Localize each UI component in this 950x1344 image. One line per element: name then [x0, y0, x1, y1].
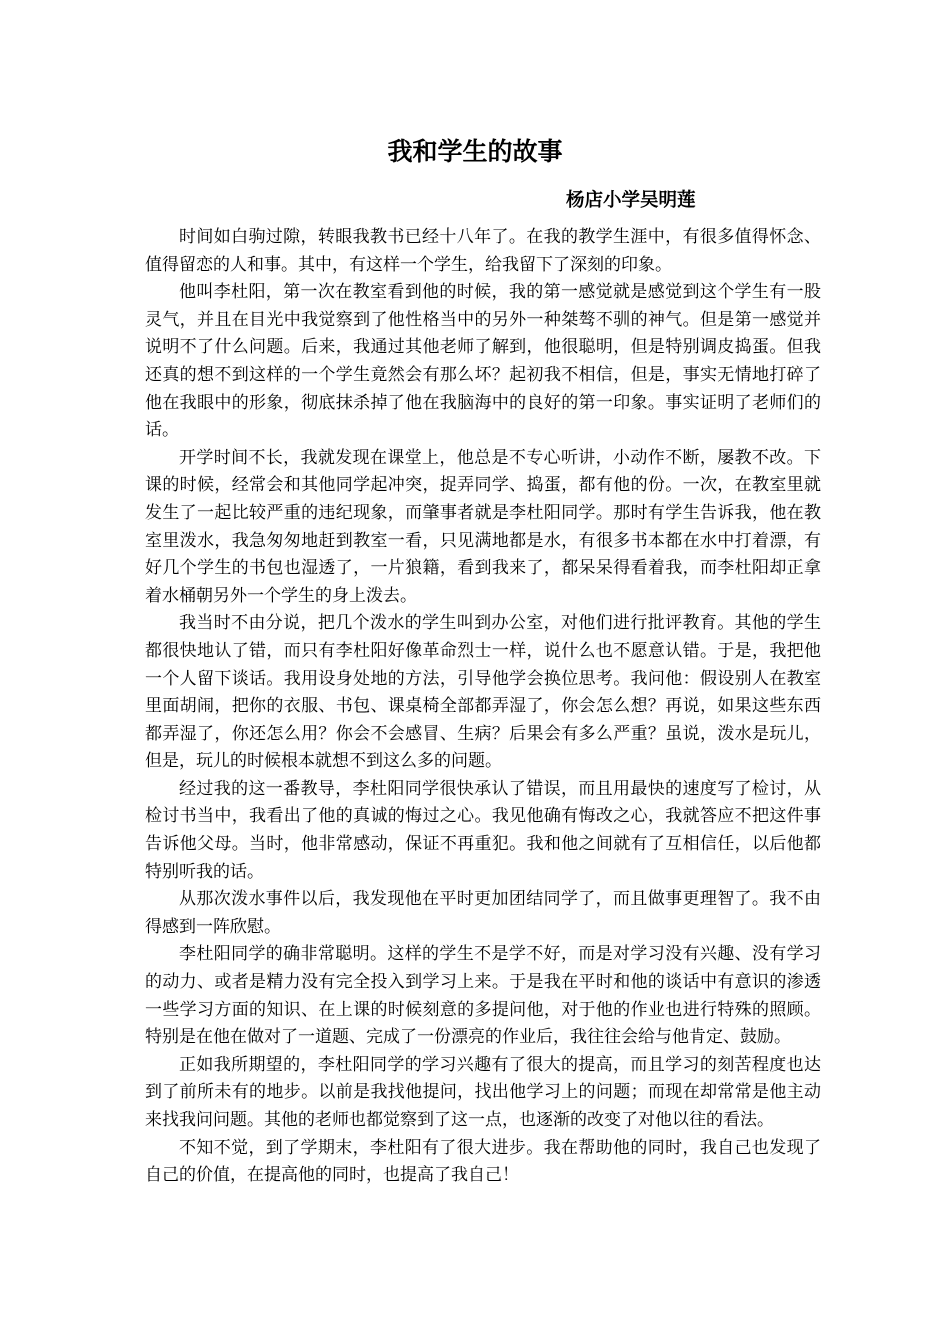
- paragraph: 经过我的这一番教导，李杜阳同学很快承认了错误，而且用最快的速度写了检讨，从检讨书当中，我看出了他的真诚的悔过之心。我见他确有悔改之心，我就答应不把这件事告诉他父母。当时，他非常感动，保证不再重犯。我和他之间就有了互相信任，以后他都特别听我的话。: [145, 778, 821, 882]
- author-line: 杨店小学吴明莲: [566, 190, 696, 211]
- paragraph: 他叫李杜阳，第一次在教室看到他的时候，我的第一感觉就是感觉到这个学生有一股灵气，并且在目光中我觉察到了他性格当中的另外一种桀骜不驯的神气。但是第一感觉并说明不了什么问题。后来，我通过其他老师了解到，他很聪明，但是特别调皮捣蛋。但我还真的想不到这样的一个学生竟然会有那么坏？起初我不相信，但是，事实无情地打碎了他在我眼中的形象，彻底抹杀掉了他在我脑海中的良好的第一印象。事实证明了老师们的话。: [145, 282, 821, 441]
- paragraph: 正如我所期望的，李杜阳同学的学习兴趣有了很大的提高，而且学习的刻苦程度也达到了前所未有的地步。以前是我找他提问，找出他学习上的问题；而现在却常常是他主动来找我问问题。其他的老师也都觉察到了这一点，也逐渐的改变了对他以往的看法。: [145, 1054, 821, 1130]
- paragraph: 开学时间不长，我就发现在课堂上，他总是不专心听讲，小动作不断，屡教不改。下课的时候，经常会和其他同学起冲突，捉弄同学、捣蛋，都有他的份。一次，在教室里就发生了一起比较严重的违纪现象，而肇事者就是李杜阳同学。那时有学生告诉我，他在教室里泼水，我急匆匆地赶到教室一看，只见满地都是水，有很多书本都在水中打着漂，有好几个学生的书包也湿透了，一片狼籍，看到我来了，都呆呆得看着我，而李杜阳却正拿着水桶朝另外一个学生的身上泼去。: [145, 447, 821, 606]
- paragraph: 我当时不由分说，把几个泼水的学生叫到办公室，对他们进行批评教育。其他的学生都很快地认了错，而只有李杜阳好像革命烈士一样，说什么也不愿意认错。于是，我把他一个人留下谈话。我用设身处地的方法，引导他学会换位思考。我问他：假设别人在教室里面胡闹，把你的衣服、书包、课桌椅全部都弄湿了，你会怎么想？再说，如果这些东西都弄湿了，你还怎么用？你会不会感冒、生病？后果会有多么严重？虽说，泼水是玩儿，但是，玩儿的时候根本就想不到这么多的问题。: [145, 613, 821, 772]
- paragraph: 时间如白驹过隙，转眼我教书已经十八年了。在我的教学生涯中，有很多值得怀念、值得留恋的人和事。其中，有这样一个学生，给我留下了深刻的印象。: [145, 227, 821, 275]
- paragraph: 从那次泼水事件以后，我发现他在平时更加团结同学了，而且做事更理智了。我不由得感到一阵欣慰。: [145, 889, 821, 937]
- paragraph: 不知不觉，到了学期末，李杜阳有了很大进步。我在帮助他的同时，我自己也发现了自己的价值，在提高他的同时，也提高了我自己！: [145, 1137, 821, 1186]
- document-title: 我和学生的故事: [387, 137, 563, 166]
- document-body: [145, 224, 821, 1190]
- paragraph: 李杜阳同学的确非常聪明。这样的学生不是学不好，而是对学习没有兴趣、没有学习的动力、或者是精力没有完全投入到学习上来。于是我在平时和他的谈话中有意识的渗透一些学习方面的知识、在上课的时候刻意的多提问他，对于他的作业也进行特殊的照顾。特别是在他在做对了一道题、完成了一份漂亮的作业后，我往往会给与他肯定、鼓励。: [145, 944, 821, 1048]
